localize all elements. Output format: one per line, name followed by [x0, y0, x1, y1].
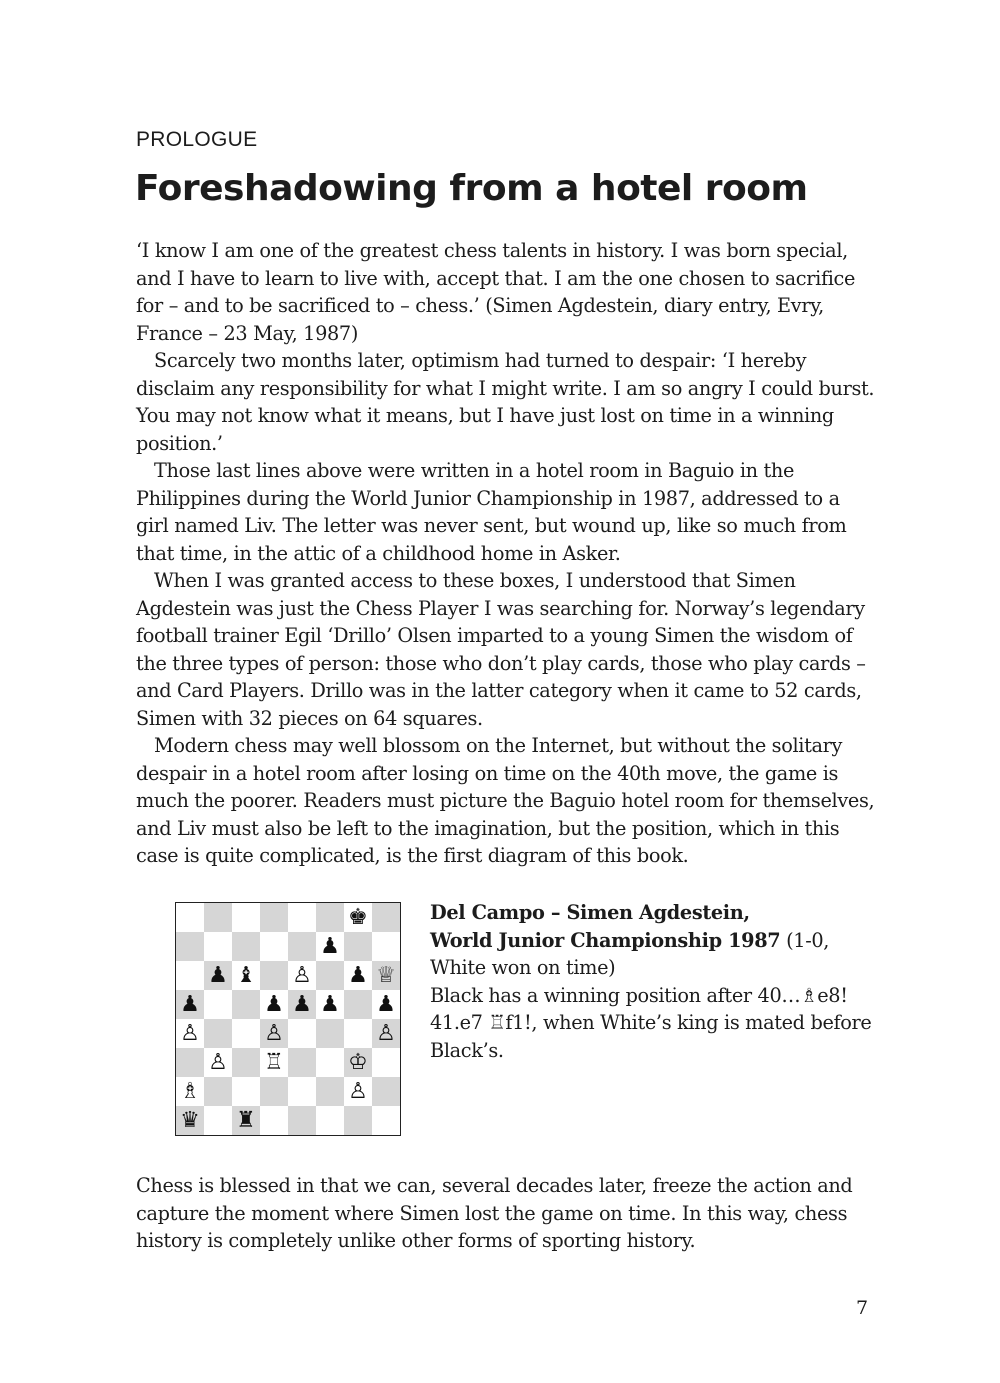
- square-g1: [344, 1106, 372, 1135]
- square-b4: [204, 1019, 232, 1048]
- square-e6: [288, 961, 316, 990]
- paragraph-3: Those last lines above were written in a hotel room in Baguio in the Philippines during the World Junior Championship in 1987, addressed to a girl named Liv. The letter was never sent, but wound up, like so much from that time, in the attic of a childhood home in Asker.: [136, 459, 847, 565]
- square-e8: [288, 903, 316, 932]
- square-d8: [260, 903, 288, 932]
- square-a2: [176, 1077, 204, 1106]
- black-pawn-icon: ♟: [320, 933, 340, 959]
- body-text: [136, 237, 876, 870]
- paragraph-4: When I was granted access to these boxes, I understood that Simen Agdestein was just the Chess Player I was searching for. Norway’s legendary football trainer Egil ‘Drillo’ Olsen imparted to a young Simen the wisdom of the three types of person: those who don’t play cards, those who play cards – and Card Players. Drillo was in the latter category when it came to 52 cards, Simen with 32 pieces on 64 squares.: [136, 569, 866, 730]
- paragraph-5: Modern chess may well blossom on the Internet, but without the solitary despair in a hotel room after losing on time on the 40th move, the game is much the poorer. Readers must picture the Baguio hotel room for themselves, and Liv must also be left to the imagination, but the position, which in this case is quite complicated, is the first diagram of this book.: [136, 734, 875, 867]
- square-c3: [232, 1048, 260, 1077]
- black-pawn-icon: ♟: [264, 991, 284, 1017]
- closing-paragraph: Chess is blessed in that we can, several decades later, freeze the action and capture the moment where Simen lost the game on time. In this way, chess history is completely unlike other forms of sporting history.: [136, 1174, 853, 1252]
- square-e7: [288, 932, 316, 961]
- caption-text-1: Black has a winning position after 40…: [430, 983, 801, 1007]
- square-b6: [204, 961, 232, 990]
- square-d1: [260, 1106, 288, 1135]
- square-a1: [176, 1106, 204, 1135]
- white-pawn-icon: ♙: [208, 1049, 228, 1075]
- square-f3: [316, 1048, 344, 1077]
- square-a5: [176, 990, 204, 1019]
- square-d7: [260, 932, 288, 961]
- diagram-caption: [430, 899, 875, 1064]
- square-a3: [176, 1048, 204, 1077]
- square-e2: [288, 1077, 316, 1106]
- bishop-icon: ♗: [800, 983, 818, 1007]
- square-d5: [260, 990, 288, 1019]
- black-pawn-icon: ♟: [208, 962, 228, 988]
- square-f4: [316, 1019, 344, 1048]
- black-pawn-icon: ♟: [180, 991, 200, 1017]
- square-e1: [288, 1106, 316, 1135]
- square-c4: [232, 1019, 260, 1048]
- square-h2: [372, 1077, 400, 1106]
- chapter-label: PROLOGUE: [136, 128, 258, 151]
- square-g2: [344, 1077, 372, 1106]
- white-pawn-icon: ♙: [292, 962, 312, 988]
- square-c6: [232, 961, 260, 990]
- square-h3: [372, 1048, 400, 1077]
- white-pawn-icon: ♙: [376, 1020, 396, 1046]
- square-g7: [344, 932, 372, 961]
- square-d3: [260, 1048, 288, 1077]
- square-e5: [288, 990, 316, 1019]
- square-h7: [372, 932, 400, 961]
- square-g4: [344, 1019, 372, 1048]
- square-b8: [204, 903, 232, 932]
- square-b1: [204, 1106, 232, 1135]
- caption-result: (1-0, White won on time): [430, 928, 830, 979]
- square-e3: [288, 1048, 316, 1077]
- square-d6: [260, 961, 288, 990]
- square-g5: [344, 990, 372, 1019]
- black-rook-icon: ♜: [236, 1107, 256, 1133]
- square-b3: [204, 1048, 232, 1077]
- white-pawn-icon: ♙: [264, 1020, 284, 1046]
- white-pawn-icon: ♙: [348, 1078, 368, 1104]
- square-c5: [232, 990, 260, 1019]
- square-f8: [316, 903, 344, 932]
- square-f6: [316, 961, 344, 990]
- square-f5: [316, 990, 344, 1019]
- square-e4: [288, 1019, 316, 1048]
- rook-icon: ♖: [488, 1011, 506, 1034]
- caption-move-1: e8! 41.e7: [430, 983, 848, 1034]
- chess-diagram: [175, 902, 401, 1136]
- square-h4: [372, 1019, 400, 1048]
- square-c7: [232, 932, 260, 961]
- white-queen-icon: ♕: [376, 962, 396, 988]
- square-h6: [372, 961, 400, 990]
- square-c2: [232, 1077, 260, 1106]
- black-pawn-icon: ♟: [348, 962, 368, 988]
- page-number: 7: [856, 1297, 869, 1319]
- square-a6: [176, 961, 204, 990]
- square-d2: [260, 1077, 288, 1106]
- black-pawn-icon: ♟: [292, 991, 312, 1017]
- paragraph-1: ‘I know I am one of the greatest chess talents in history. I was born special, and I have to learn to live with, accept that. I am the one chosen to sacrifice for – and to be sacrificed to – chess.’ (Simen Agdestein, diary entry, Evry, France – 23 May, 1987): [136, 239, 856, 345]
- white-bishop-icon: ♗: [180, 1078, 200, 1104]
- square-a8: [176, 903, 204, 932]
- square-a7: [176, 932, 204, 961]
- square-g8: [344, 903, 372, 932]
- paragraph-2: Scarcely two months later, optimism had turned to despair: ‘I hereby disclaim any responsibility for what I might write. I am so angry I could burst. You may not know what it means, but I have just lost on time in a winning position.’: [136, 349, 875, 455]
- square-b7: [204, 932, 232, 961]
- square-c8: [232, 903, 260, 932]
- white-king-icon: ♔: [348, 1049, 368, 1075]
- square-f7: [316, 932, 344, 961]
- caption-move-2: f1!, when White’s king is mated before Black’s.: [430, 1011, 872, 1062]
- square-h5: [372, 990, 400, 1019]
- black-pawn-icon: ♟: [376, 991, 396, 1017]
- square-h8: [372, 903, 400, 932]
- black-pawn-icon: ♟: [320, 991, 340, 1017]
- white-pawn-icon: ♙: [180, 1020, 200, 1046]
- square-g6: [344, 961, 372, 990]
- chapter-title: Foreshadowing from a hotel room: [135, 168, 808, 209]
- square-b5: [204, 990, 232, 1019]
- square-h1: [372, 1106, 400, 1135]
- square-c1: [232, 1106, 260, 1135]
- square-a4: [176, 1019, 204, 1048]
- black-bishop-icon: ♝: [236, 962, 256, 988]
- caption-players: Del Campo – Simen Agdestein,: [430, 901, 750, 924]
- square-f2: [316, 1077, 344, 1106]
- black-queen-icon: ♛: [180, 1107, 200, 1133]
- square-f1: [316, 1106, 344, 1135]
- black-king-icon: ♚: [348, 904, 368, 930]
- caption-event: World Junior Championship 1987: [430, 928, 781, 952]
- white-rook-icon: ♖: [264, 1049, 284, 1075]
- square-d4: [260, 1019, 288, 1048]
- square-b2: [204, 1077, 232, 1106]
- square-g3: [344, 1048, 372, 1077]
